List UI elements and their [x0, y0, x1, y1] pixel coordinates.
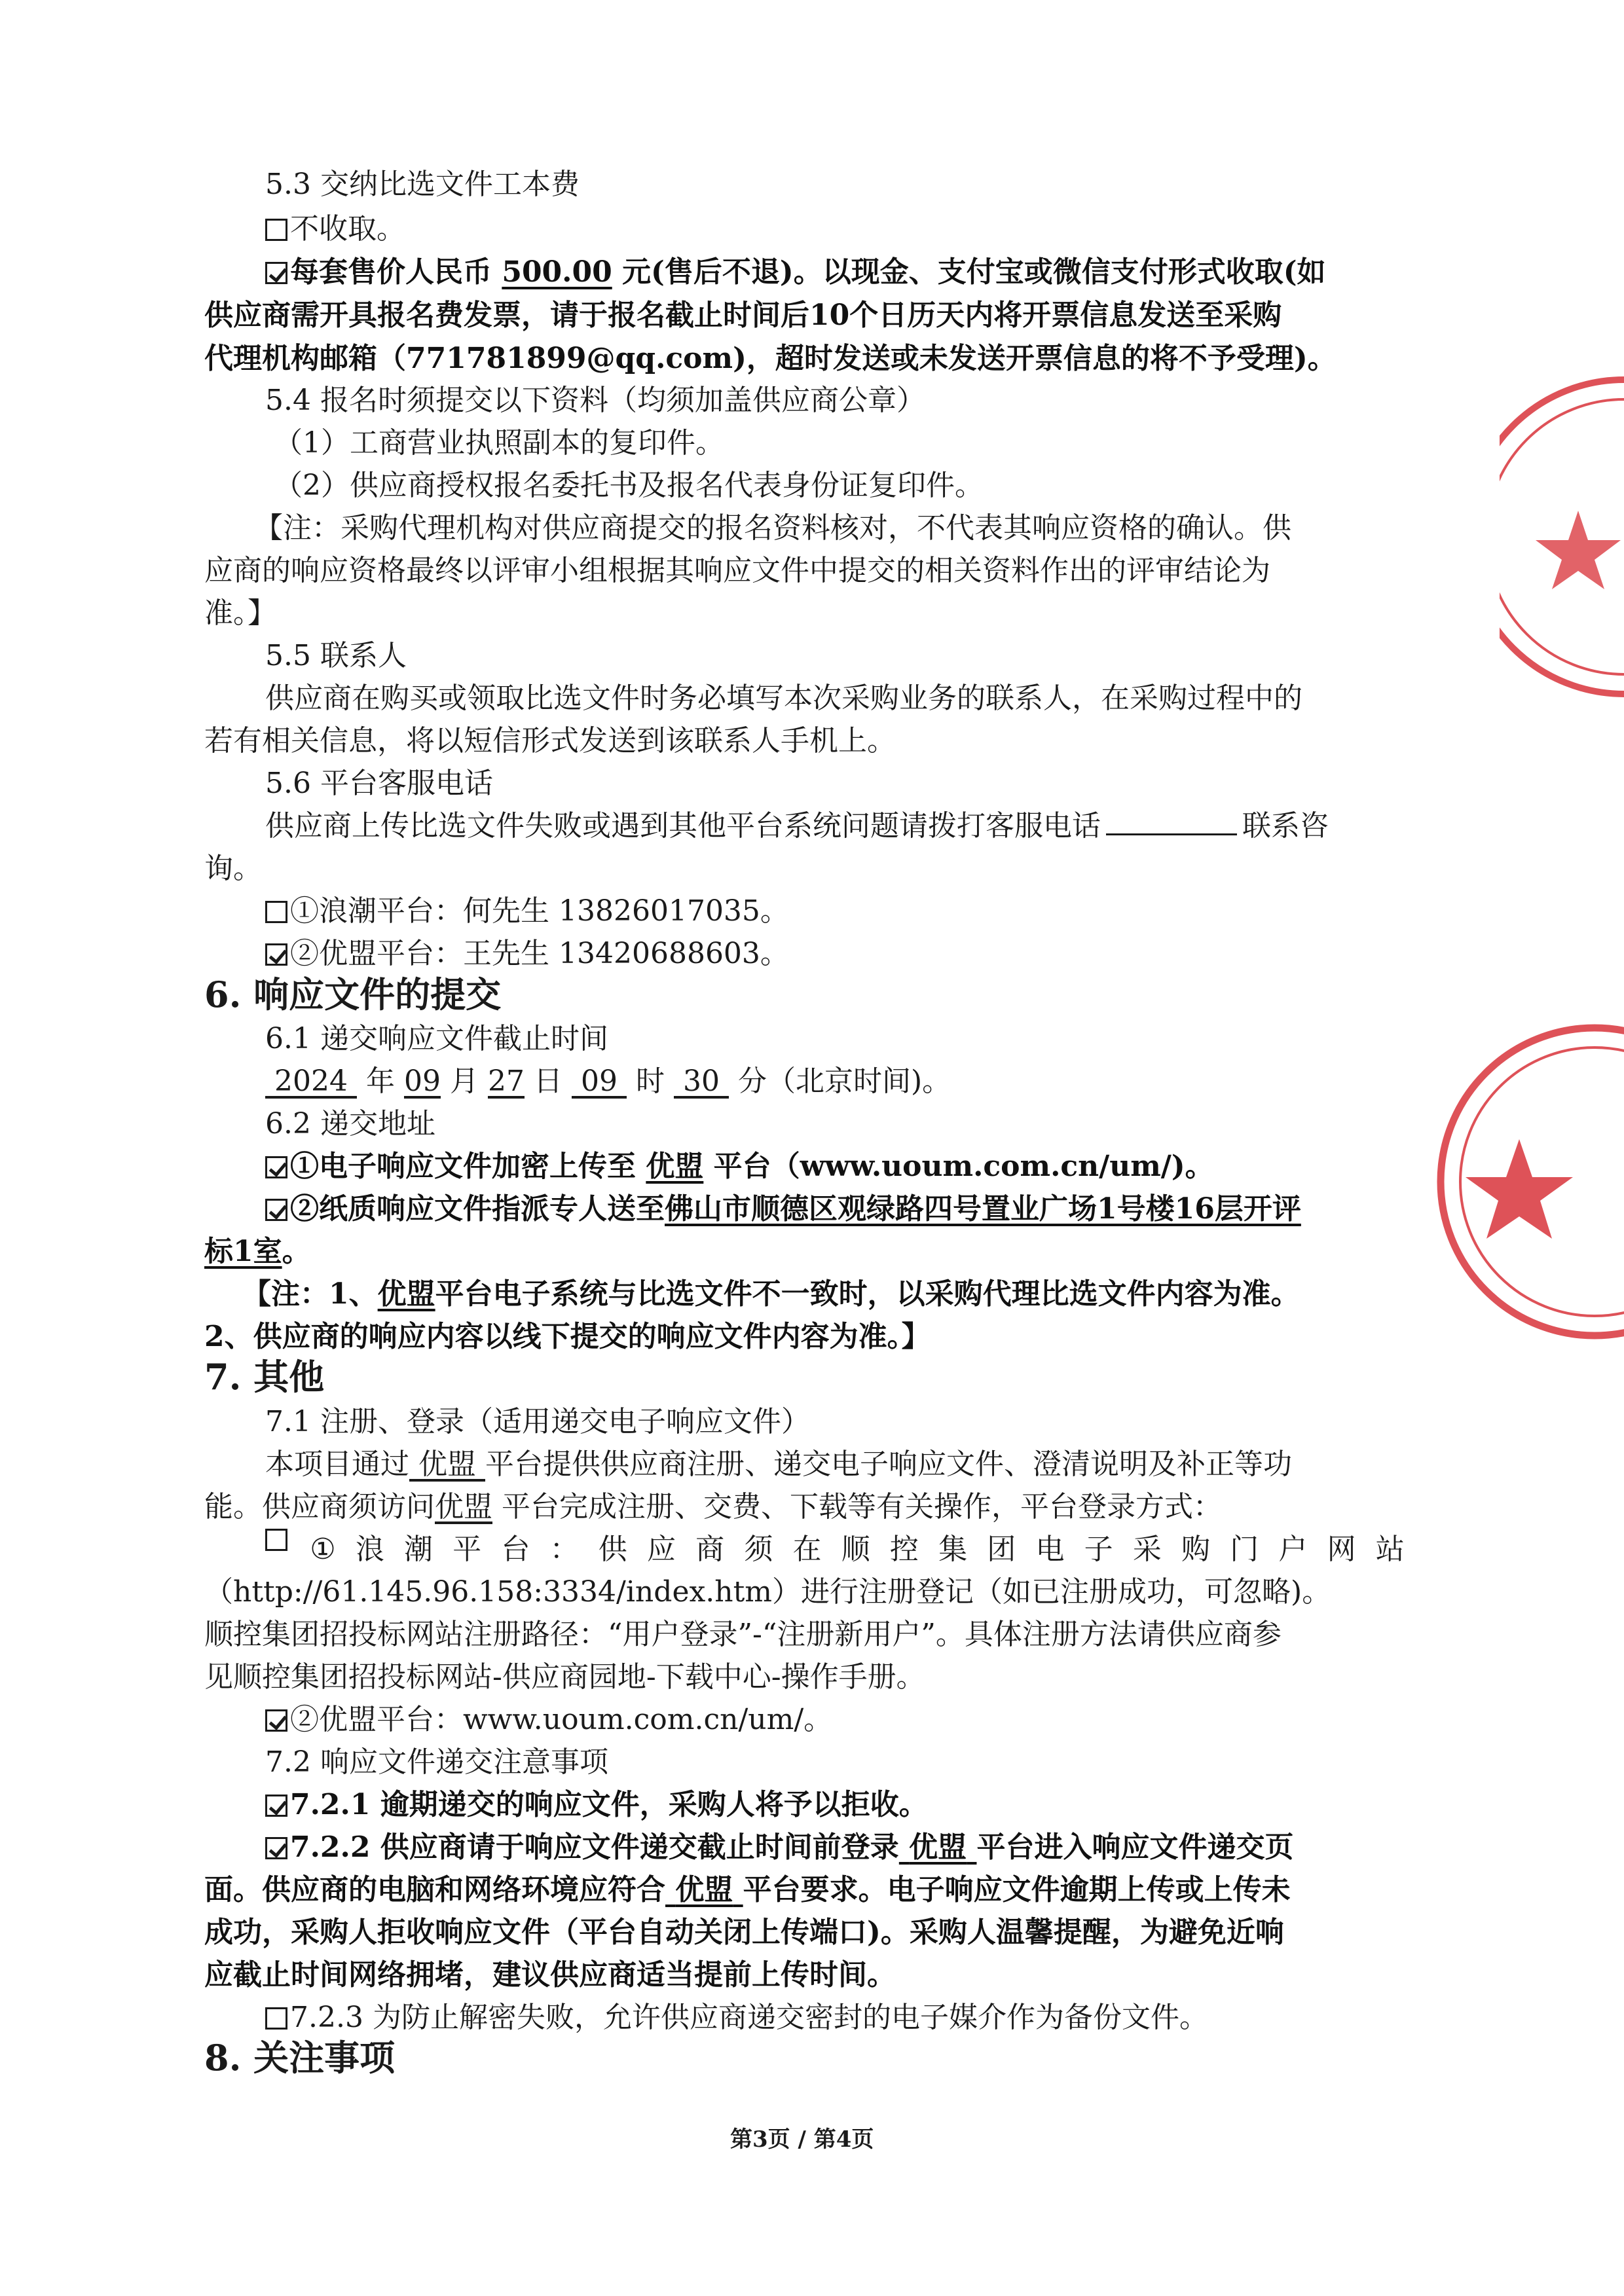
- list-item: （1）工商营业执照副本的复印件。: [274, 426, 724, 460]
- price-value: 500.00: [502, 255, 612, 289]
- section-6-heading: 6. 响应文件的提交: [204, 974, 502, 1015]
- delivery-address: 佛山市顺德区观绿路四号置业广场1号楼16层开评: [665, 1192, 1301, 1226]
- checked-box-icon: [265, 943, 287, 966]
- checked-box-icon: [265, 1199, 287, 1221]
- delivery-address-cont: 标1室。: [204, 1235, 311, 1268]
- paragraph-line: 成功，采购人拒收响应文件（平台自动关闭上传端口)。采购人温馨提醒，为避免近响: [204, 1916, 1284, 1949]
- item-7-2-3: 7.2.3 为防止解密失败，允许供应商递交密封的电子媒介作为备份文件。: [265, 1997, 1208, 2039]
- paragraph-line: 供应商上传比选文件失败或遇到其他平台系统问题请拨打客服电话 联系咨: [265, 805, 1329, 847]
- paragraph-line: 若有相关信息，将以短信形式发送到该联系人手机上。: [204, 724, 896, 757]
- deadline-hour: 09: [580, 1065, 618, 1098]
- checked-box-icon: [265, 262, 287, 284]
- deadline-month: 09: [403, 1065, 441, 1098]
- price-note-line-2: 供应商需开具报名费发票，请于报名截止时间后10个日历天内将开票信息发送至采购: [204, 299, 1282, 332]
- option-not-charged: 不收取。: [265, 208, 405, 250]
- option-price: 每套售价人民币 500.00 元(售后不退)。以现金、支付宝或微信支付形式收取(如: [265, 251, 1326, 293]
- paragraph-line: 面。供应商的电脑和网络环境应符合 优盟 平台要求。电子响应文件逾期上传或上传未: [204, 1873, 1291, 1906]
- checked-box-icon: [265, 1795, 287, 1817]
- checked-box-icon: [265, 1837, 287, 1859]
- unchecked-box-icon: [265, 2007, 287, 2030]
- page-number: 第3页 / 第4页: [730, 2126, 874, 2153]
- note-line: 准。】: [204, 596, 276, 630]
- section-7-1-title: 7.1 注册、登录（适用递交电子响应文件）: [265, 1405, 810, 1438]
- section-5-5-title: 5.5 联系人: [265, 639, 407, 672]
- section-6-2-title: 6.2 递交地址: [265, 1107, 435, 1140]
- note-line: 【注：采购代理机构对供应商提交的报名资料核对，不代表其响应资格的确认。供: [254, 511, 1291, 545]
- option-paper-delivery: ②纸质响应文件指派专人送至佛山市顺德区观绿路四号置业广场1号楼16层开评: [265, 1188, 1301, 1230]
- section-7-2-title: 7.2 响应文件递交注意事项: [265, 1745, 608, 1779]
- seal-stamp-icon: [1500, 367, 1624, 707]
- checked-box-icon: [265, 1709, 287, 1732]
- paragraph-line: 顺控集团招投标网站注册路径：“用户登录”-“注册新用户”。具体注册方法请供应商参: [204, 1618, 1282, 1651]
- deadline-year: 2024: [274, 1065, 348, 1098]
- option-langchao: ①浪潮平台：何先生 13826017035。: [265, 890, 789, 932]
- note-line: 应商的响应资格最终以评审小组根据其响应文件中提交的相关资料作出的评审结论为: [204, 554, 1270, 587]
- item-7-2-1: 7.2.1 逾期递交的响应文件，采购人将予以拒收。: [265, 1784, 928, 1826]
- paragraph-line: 本项目通过 优盟 平台提供供应商注册、递交电子响应文件、澄清说明及补正等功: [265, 1448, 1292, 1481]
- section-5-3-title: 5.3 交纳比选文件工本费: [265, 168, 580, 201]
- section-6-1-title: 6.1 递交响应文件截止时间: [265, 1022, 608, 1055]
- option-youmeng: ②优盟平台：王先生 13420688603。: [265, 933, 789, 975]
- deadline-day: 27: [487, 1065, 525, 1098]
- paragraph-line: 见顺控集团招投标网站-供应商园地-下载中心-操作手册。: [204, 1660, 925, 1694]
- section-8-heading: 8. 关注事项: [204, 2037, 396, 2079]
- section-5-4-title: 5.4 报名时须提交以下资料（均须加盖供应商公章）: [265, 384, 925, 417]
- paragraph-line: 应截止时间网络拥堵，建议供应商适当提前上传时间。: [204, 1958, 896, 1992]
- item-7-2-2: 7.2.2 供应商请于响应文件递交截止时间前登录 优盟 平台进入响应文件递交页: [265, 1827, 1293, 1868]
- deadline-line: 2024 年 09 月 27 日 09 时 30 分（北京时间)。: [274, 1065, 951, 1098]
- unchecked-box-icon: [265, 901, 287, 923]
- unchecked-box-icon: [265, 219, 287, 241]
- section-5-6-title: 5.6 平台客服电话: [265, 767, 493, 800]
- option-youmeng-register: ②优盟平台：www.uoum.com.cn/um/。: [265, 1699, 832, 1741]
- section-7-heading: 7. 其他: [204, 1356, 325, 1398]
- deadline-minute: 30: [682, 1065, 720, 1098]
- phone-blank: [1106, 807, 1237, 835]
- price-note-line-3: 代理机构邮箱（771781899@qq.com)，超时发送或未发送开票信息的将不予受理)。: [204, 342, 1337, 375]
- option-electronic-upload: ①电子响应文件加密上传至 优盟 平台（www.uoum.com.cn/um/)。: [265, 1146, 1214, 1188]
- paragraph-line: 供应商在购买或领取比选文件时务必填写本次采购业务的联系人，在采购过程中的: [265, 682, 1302, 715]
- list-item: （2）供应商授权报名委托书及报名代表身份证复印件。: [274, 469, 984, 502]
- paragraph-line: 询。: [204, 852, 262, 885]
- unchecked-box-icon: [265, 1529, 287, 1551]
- checked-box-icon: [265, 1156, 287, 1178]
- note-line: 【注：1、优盟平台电子系统与比选文件不一致时，以采购代理比选文件内容为准。: [242, 1277, 1300, 1311]
- paragraph-line: 能。供应商须访问优盟 平台完成注册、交费、下载等有关操作，平台登录方式：: [204, 1490, 1222, 1523]
- company-seal-icon: [1428, 1008, 1624, 1349]
- option-langchao-register: ① 浪 潮 平 台 ： 供 应 商 须 在 顺 控 集 团 电 子 采 购 门 户 网 站: [265, 1529, 1405, 1571]
- register-url-line: （http://61.145.96.158:3334/index.htm）进行注册登记（如已注册成功，可忽略)。: [204, 1575, 1331, 1609]
- note-line: 2、供应商的响应内容以线下提交的响应文件内容为准。】: [204, 1320, 931, 1353]
